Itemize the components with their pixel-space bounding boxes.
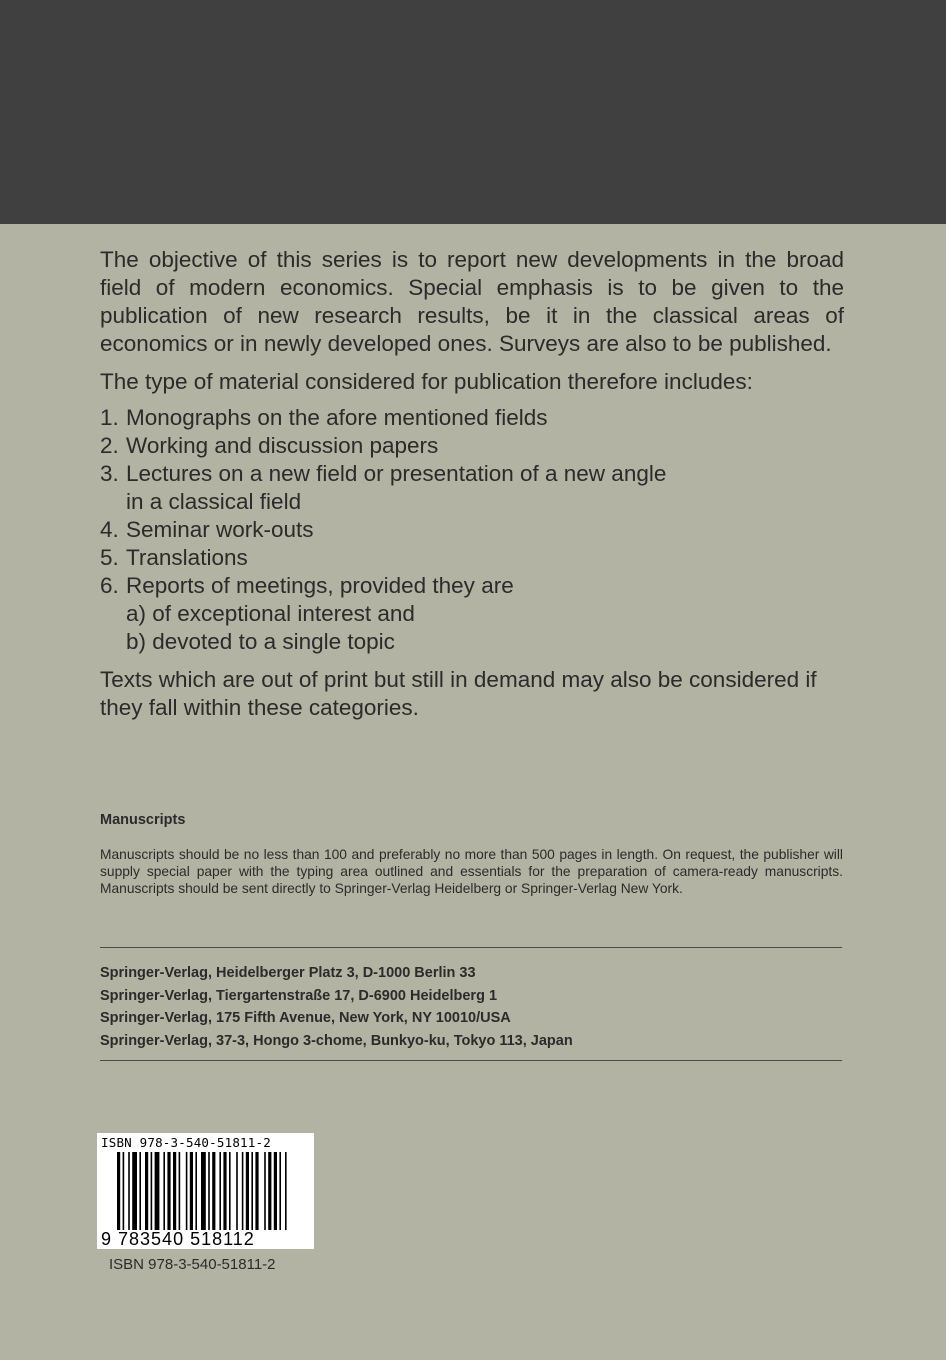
list-number: 4. [100,517,119,542]
list-subitem-b: b) devoted to a single topic [126,629,395,654]
list-number: 1. [100,405,119,430]
list-subitem-a: a) of exceptional interest and [126,601,415,626]
closing-paragraph: Texts which are out of print but still in demand may also be considered if they fall within these categories. [100,667,817,720]
list-number: 6. [100,573,119,598]
series-description [100,246,844,722]
publisher-addresses [100,962,573,1052]
manuscripts-heading: Manuscripts [100,812,186,828]
list-text: Working and discussion papers [126,433,439,458]
barcode-isbn-label: ISBN 978-3-540-51811-2 [101,1135,271,1150]
list-item [100,572,844,656]
material-intro: The type of material considered for publication therefore includes: [100,369,753,394]
list-number: 2. [100,433,119,458]
list-text: Lectures on a new field or presentation of a new angle [126,461,667,486]
barcode [97,1133,314,1249]
list-text: Seminar work-outs [126,517,314,542]
barcode-digits: 9 783540 518112 [101,1229,255,1249]
address-line: Springer-Verlag, Tiergartenstraße 17, D-6900 Heidelberg 1 [100,987,498,1004]
list-continuation: in a classical field [126,489,302,514]
list-text: Monographs on the afore mentioned fields [126,405,548,430]
list-item [100,404,844,432]
isbn-text: ISBN 978-3-540-51811-2 [109,1256,276,1273]
intro-paragraph: The objective of this series is to report new developments in the broad field of modern economics. Special emphasis is to be given to the publication of new research results, be it in the classical areas of economics or in newly developed ones. Surveys are also to be published. [100,247,844,356]
address-line: Springer-Verlag, Heidelberger Platz 3, D-1000 Berlin 33 [100,965,476,981]
divider-top [100,947,842,948]
list-number: 5. [100,545,119,570]
list-item [100,460,844,516]
list-item [100,432,844,460]
address-line: Springer-Verlag, 175 Fifth Avenue, New York, NY 10010/USA [100,1010,511,1027]
list-item [100,516,844,544]
material-list [100,404,844,656]
manuscripts-body: Manuscripts should be no less than 100 and preferably no more than 500 pages in length. On request, the publisher will supply special paper with the typing area outlined and essentials for the preparation of camera-ready manuscripts. Manuscripts should be sent directly to Springer-Verlag Heidelberg or Springer-Verlag New York. [100,847,843,896]
divider-bottom [100,1060,842,1061]
barcode-bars-icon [117,1152,311,1230]
list-text: Reports of meetings, provided they are [126,573,514,598]
address-line: Springer-Verlag, 37-3, Hongo 3-chome, Bunkyo-ku, Tokyo 113, Japan [100,1032,573,1049]
list-text: Translations [126,545,248,570]
top-color-band [0,0,946,224]
list-item [100,544,844,572]
list-number: 3. [100,461,119,486]
